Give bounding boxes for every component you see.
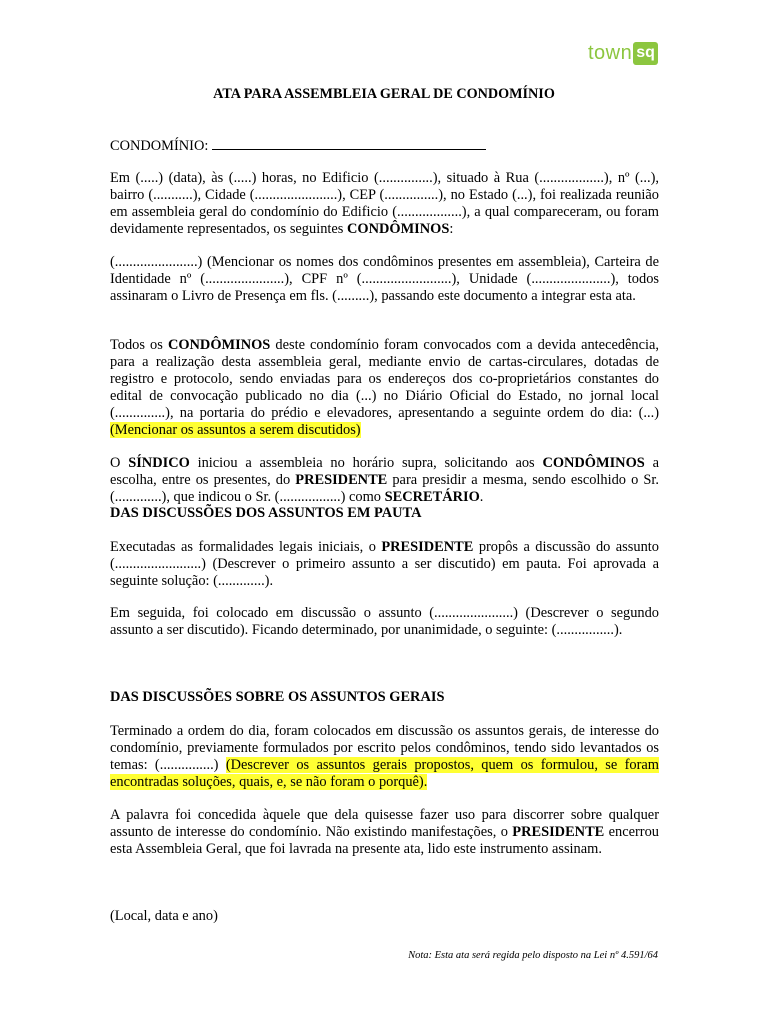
p7-text: Terminado a ordem do dia, foram colocados em discussão os assuntos gerais, de interesse do condomínio, previamente formulados por escrito pelos condôminos, tendo sido levantados os temas: (...............) (110, 723, 659, 773)
paragraph-4 (110, 455, 659, 506)
p8-presidente: PRESIDENTE (512, 824, 605, 840)
footer-note: Nota: Esta ata será regida pelo disposto na Lei nº 4.591/64 (408, 950, 658, 961)
paragraph-local-data (110, 908, 659, 925)
condominio-label: CONDOMÍNIO: (110, 138, 209, 154)
p4-i: . (479, 489, 484, 505)
p5-a: Executadas as formalidades legais iniciais, o (110, 539, 376, 555)
p4-sindico: SÍNDICO (128, 455, 190, 471)
document-title: ATA PARA ASSEMBLEIA GERAL DE CONDOMÍNIO (213, 86, 555, 102)
p3-text-c: deste condomínio foram convocados com a devida antecedência, para a realização desta assembleia geral, mediante envio de cartas-circulares, dotadas de registro e protocolo, sendo enviadas para os endereços dos co-proprietários constantes do edital de convocação publicado no dia (...) no Diário Oficial do Estado, no jornal local (..............), na portaria do prédio e elevadores, apresentando a seguinte ordem do dia: (...) (110, 337, 659, 421)
p5-presidente: PRESIDENTE (381, 539, 474, 555)
logo-box: sq (633, 42, 658, 65)
condominio-line (110, 137, 659, 155)
paragraph-8 (110, 807, 659, 858)
logo-word: town (588, 42, 633, 64)
p4-condominos: CONDÔMINOS (542, 455, 645, 471)
p4-secretario: SECRETÁRIO (384, 489, 480, 505)
paragraph-2 (110, 254, 659, 305)
p1-end: : (449, 221, 454, 237)
p4-g: para presidir a mesma, sendo escolhido o Sr. (.............), que indicou o Sr. (.................) como (110, 472, 659, 505)
p3-bold: CONDÔMINOS (167, 337, 271, 353)
p4-c: iniciou a assembleia no horário supra, solicitando aos (197, 455, 535, 471)
condominio-blank (212, 137, 486, 150)
paragraph-6 (110, 605, 659, 639)
heading-pauta: DAS DISCUSSÕES DOS ASSUNTOS EM PAUTA (110, 505, 422, 521)
p4-e: a escolha, entre os presentes, do (110, 455, 659, 488)
p3-highlight: (Mencionar os assuntos a serem discutidos) (110, 422, 361, 438)
p7-highlight: (Descrever os assuntos gerais propostos, quem os formulou, se foram encontradas soluções, quais, e, se não foram o porquê). (110, 757, 659, 790)
p8-c: encerrou esta Assembleia Geral, que foi lavrada na presente ata, lido este instrumento assinam. (110, 824, 659, 857)
paragraph-5 (110, 539, 659, 590)
p4-a: O (110, 455, 121, 471)
p3-text-a: Todos os (110, 337, 163, 353)
p4-presidente: PRESIDENTE (295, 472, 388, 488)
p1-bold: CONDÔMINOS (347, 221, 450, 237)
townsq-logo (588, 42, 658, 65)
p6-text: Em seguida, foi colocado em discussão o assunto (......................) (Descrever o segundo assunto a ser discutido). Ficando determinado, por unanimidade, o seguinte: (................). (110, 605, 659, 638)
paragraph-7 (110, 723, 659, 791)
p1-text: Em (.....) (data), às (.....) horas, no Edificio (...............), situado à Rua (..................), nº (...), bairro (...........), Cidade (.......................), CEP (...............), no Estado (...), foi realizada reunião em assembleia geral do condomínio do Edificio (..................), a qual compareceram, ou foram devidamente representados, os seguintes (110, 170, 659, 237)
heading-gerais: DAS DISCUSSÕES SOBRE OS ASSUNTOS GERAIS (110, 689, 445, 705)
p9-text: (Local, data e ano) (110, 908, 218, 924)
p2-text: (.......................) (Mencionar os nomes dos condôminos presentes em assembleia), Carteira de Identidade nº (......................), CPF nº (.........................), Unidade (......................), todos assinaram o Livro de Presença em fls. (.........), passando este documento a integrar esta ata. (110, 254, 659, 304)
p8-a: A palavra foi concedida àquele que dela quisesse fazer uso para discorrer sobre qualquer assunto de interesse do condomínio. Não existindo manifestações, o (110, 807, 659, 840)
p5-c: propôs a discussão do assunto (........................) (Descrever o primeiro assunto a ser discutido) em pauta. Foi aprovada a seguinte solução: (.............). (110, 539, 659, 589)
paragraph-1 (110, 170, 659, 238)
paragraph-3 (110, 337, 659, 439)
